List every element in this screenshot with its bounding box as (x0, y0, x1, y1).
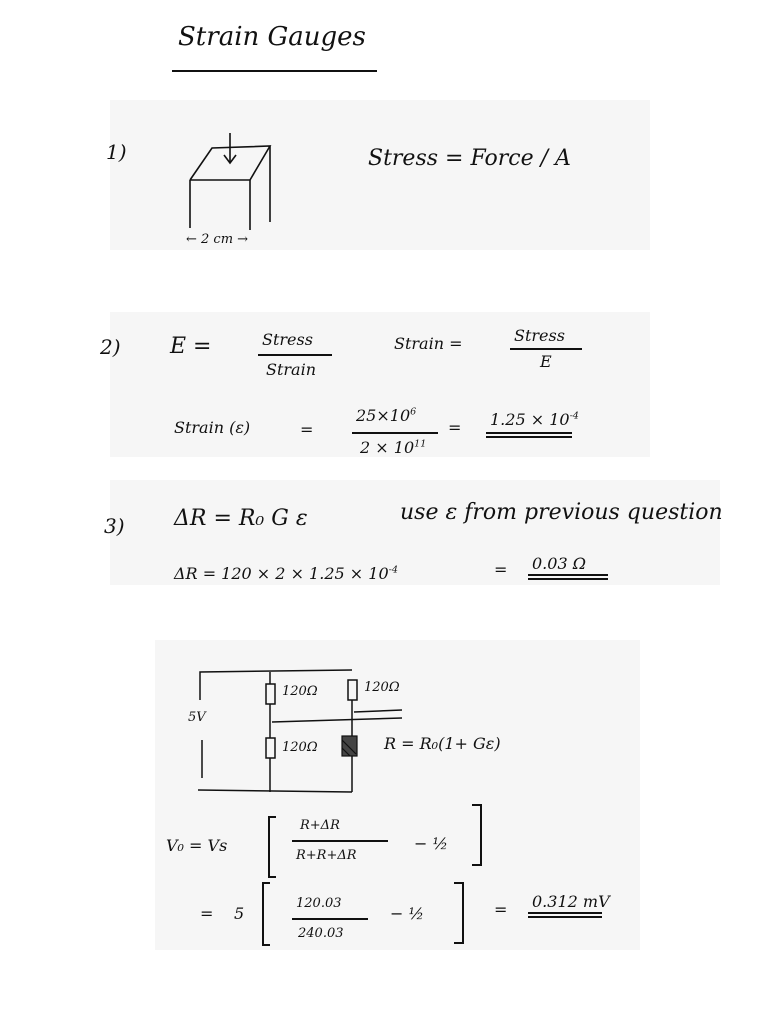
strain-calc-equals-2: = (448, 418, 462, 437)
output-result-underline-2 (528, 916, 602, 918)
bracket-1-right-bottom (472, 864, 480, 866)
numeric-numerator: 120.03 (296, 896, 342, 911)
resistance-change-result: 0.03 Ω (532, 554, 586, 573)
gauge-resistance-relation: R = R₀(1+ Gε) (384, 734, 501, 753)
bracket-2-right (462, 882, 464, 944)
resistor-bottom-left-label: 120Ω (282, 740, 318, 755)
width-label: ← 2 cm → (186, 232, 249, 247)
output-voltage-numerator: R+ΔR (300, 818, 340, 833)
strain-calc-equals: = (300, 420, 314, 439)
bracket-1-right (480, 804, 482, 866)
modulus-denominator: Strain (266, 360, 316, 379)
resistor-top-left-label: 120Ω (282, 684, 318, 699)
modulus-lhs: E = (170, 334, 212, 359)
numeric-supply: 5 (234, 904, 245, 923)
bracket-1-left (268, 816, 270, 878)
use-previous-note: use ε from previous question (400, 500, 723, 525)
resistance-change-formula: ΔR = R₀ G ε (174, 506, 308, 531)
bracket-1-right-top (472, 804, 480, 806)
page-title: Strain Gauges (178, 22, 366, 52)
output-voltage-denominator: R+R+ΔR (296, 848, 357, 863)
output-voltage-fraction-bar (292, 840, 388, 842)
numeric-equals: = (200, 904, 214, 923)
strain-calc-numerator: $25\times 10^6$ (356, 406, 417, 425)
bracket-2-left-top (262, 882, 270, 884)
output-voltage-result: 0.312 mV (532, 892, 610, 911)
bracket-2-left-bottom (262, 944, 270, 946)
strain-gauge-resistor (342, 736, 357, 756)
strain-lhs: Strain = (394, 334, 463, 353)
numeric-fraction-bar (292, 918, 368, 920)
bracket-2-left (262, 882, 264, 946)
strain-calc-lhs: Strain (ε) (174, 418, 251, 437)
result-equals: = (494, 900, 508, 919)
stress-formula: Stress = Force / A (368, 146, 571, 171)
strain-result: $1.25 \times 10^{-4}$ (490, 410, 579, 429)
numeric-denominator: 240.03 (298, 926, 344, 941)
question-3-number: 3) (104, 514, 125, 538)
strain-calc-denominator: $2 \times 10^{11}$ (360, 438, 427, 457)
bracket-2-right-top (454, 882, 462, 884)
strain-denominator: E (540, 352, 552, 371)
output-voltage-minus-half: − ½ (414, 834, 448, 853)
question-2-number: 2) (100, 335, 121, 359)
source-voltage-label: 5V (188, 710, 206, 725)
output-result-underline-1 (528, 912, 602, 914)
bracket-1-left-top (268, 816, 276, 818)
question-1-number: 1) (106, 140, 127, 164)
output-voltage-lhs: V₀ = Vs (166, 836, 228, 855)
bracket-1-left-bottom (268, 876, 276, 878)
bracket-2-right-bottom (454, 942, 462, 944)
resistance-change-calc: $\Delta R = 120 \times 2 \times 1.25 \times 10^{-4}$ (174, 564, 398, 583)
strain-numerator: Stress (514, 326, 565, 345)
modulus-numerator: Stress (262, 330, 313, 349)
resistance-change-equals: = (494, 560, 508, 579)
resistor-top-right-label: 120Ω (364, 680, 400, 695)
numeric-minus-half: − ½ (390, 904, 424, 923)
